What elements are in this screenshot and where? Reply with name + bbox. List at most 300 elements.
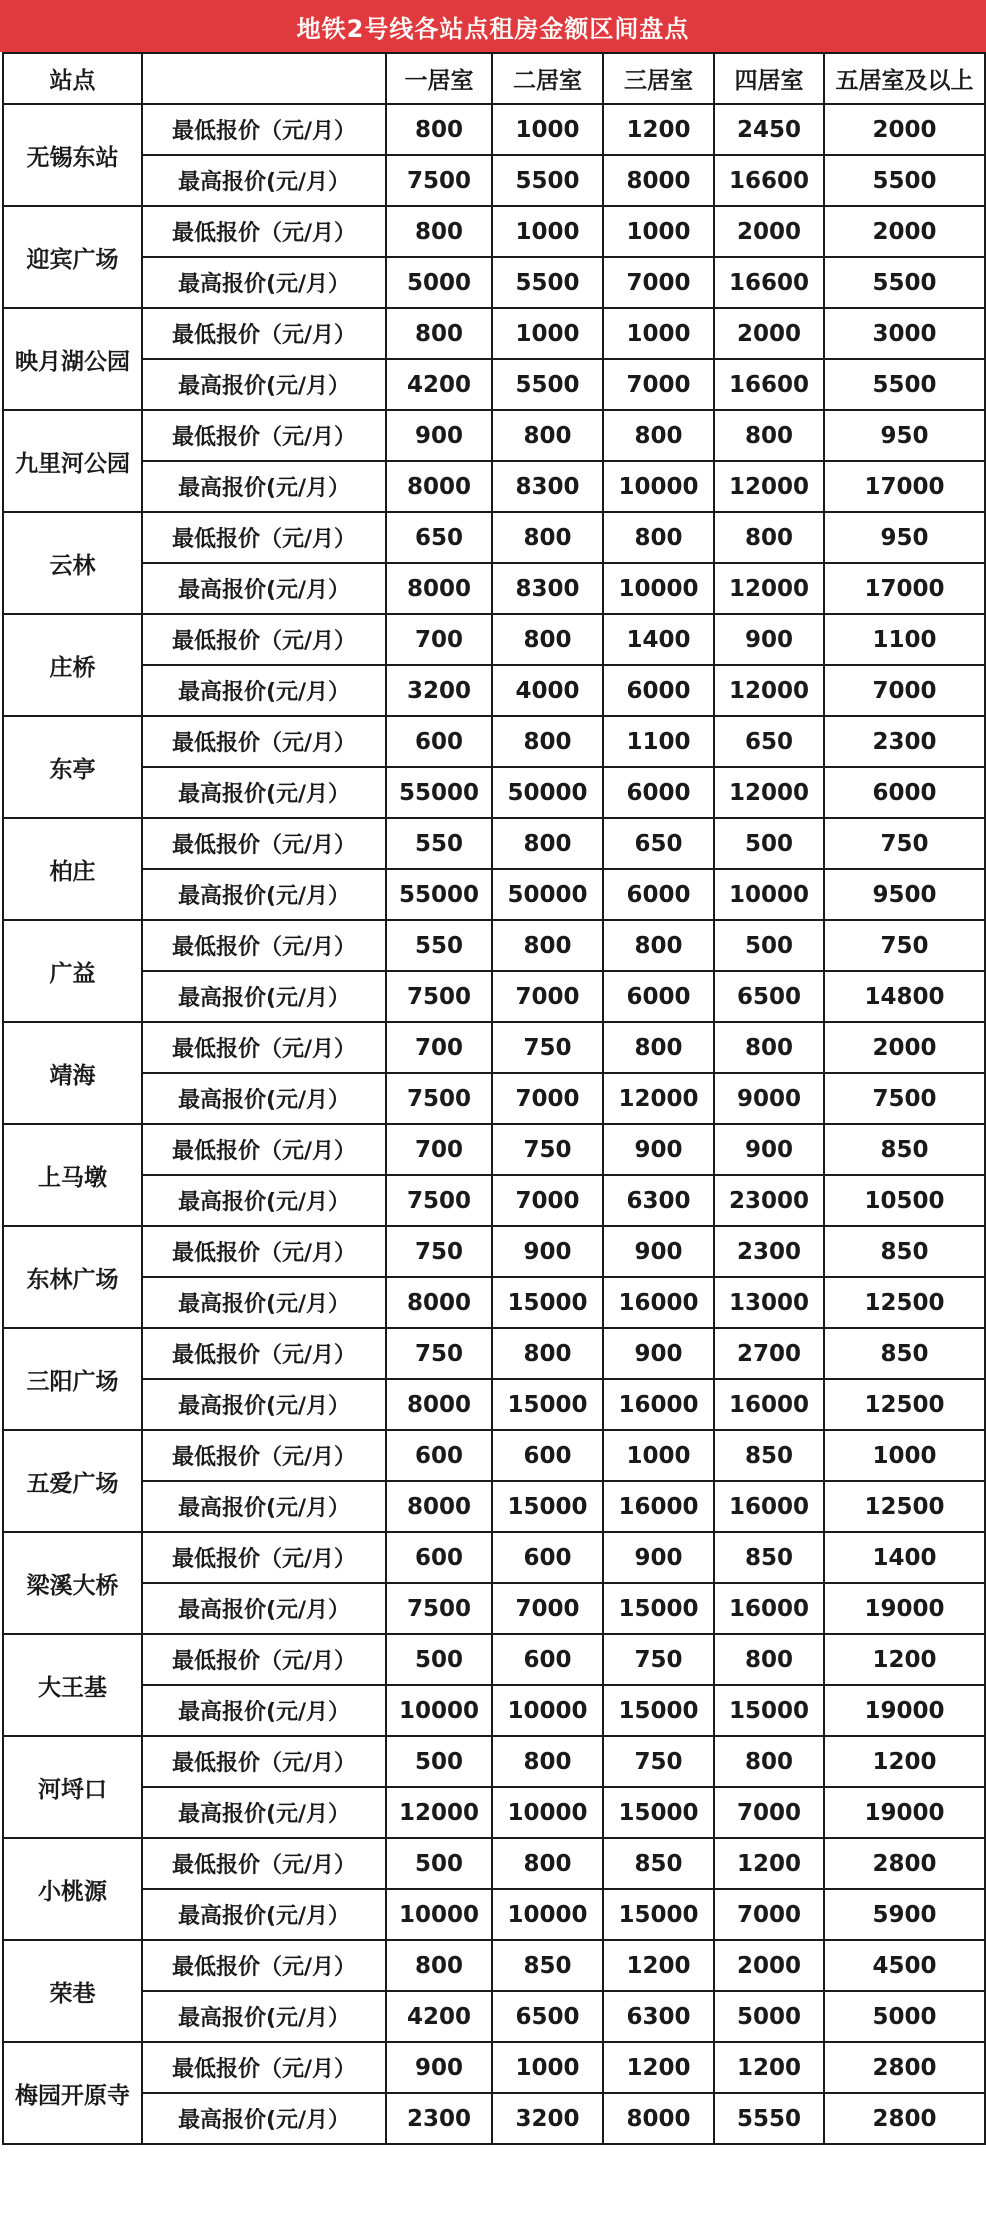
metric-label-high: 最高报价(元/月） [142,461,386,512]
station-name: 上马墩 [3,1124,142,1226]
header-col-5br-plus: 五居室及以上 [824,53,985,104]
price-cell: 750 [386,1226,492,1277]
table-row [3,1175,985,1226]
table-row [3,1685,985,1736]
price-cell: 700 [386,614,492,665]
price-cell: 16000 [603,1277,714,1328]
metric-label-low: 最低报价（元/月） [142,1532,386,1583]
price-cell: 650 [386,512,492,563]
price-cell: 800 [386,1940,492,1991]
station-name: 柏庄 [3,818,142,920]
price-cell: 3200 [386,665,492,716]
price-cell: 7500 [386,971,492,1022]
header-col-4br: 四居室 [714,53,824,104]
price-cell: 9500 [824,869,985,920]
price-cell: 1000 [492,2042,603,2093]
metric-label-low: 最低报价（元/月） [142,206,386,257]
price-cell: 650 [603,818,714,869]
price-cell: 2300 [386,2093,492,2144]
price-cell: 50000 [492,869,603,920]
price-cell: 1200 [603,2042,714,2093]
table-row [3,818,985,869]
price-cell: 5550 [714,2093,824,2144]
price-cell: 12500 [824,1277,985,1328]
price-cell: 1200 [603,104,714,155]
price-cell: 950 [824,410,985,461]
price-cell: 7000 [603,359,714,410]
price-cell: 2000 [824,1022,985,1073]
price-cell: 5500 [824,155,985,206]
price-cell: 700 [386,1022,492,1073]
metric-label-low: 最低报价（元/月） [142,2042,386,2093]
metric-label-low: 最低报价（元/月） [142,410,386,461]
table-row [3,1379,985,1430]
price-cell: 8000 [386,1481,492,1532]
price-cell: 7000 [603,257,714,308]
price-cell: 750 [824,818,985,869]
price-cell: 800 [603,920,714,971]
price-cell: 850 [714,1532,824,1583]
table-row [3,206,985,257]
header-metric [142,53,386,104]
price-cell: 7500 [386,1583,492,1634]
price-cell: 15000 [714,1685,824,1736]
price-cell: 800 [386,308,492,359]
table-row [3,257,985,308]
price-cell: 800 [714,1736,824,1787]
price-cell: 6000 [603,665,714,716]
price-cell: 7000 [714,1889,824,1940]
price-cell: 5500 [492,155,603,206]
table-row [3,563,985,614]
table-row [3,869,985,920]
price-cell: 6300 [603,1175,714,1226]
price-cell: 800 [603,512,714,563]
table-row [3,461,985,512]
station-name: 三阳广场 [3,1328,142,1430]
price-cell: 8000 [386,461,492,512]
price-cell: 15000 [603,1583,714,1634]
metric-label-low: 最低报价（元/月） [142,1226,386,1277]
price-cell: 7000 [492,1583,603,1634]
station-name: 河埒口 [3,1736,142,1838]
price-cell: 800 [492,716,603,767]
metric-label-high: 最高报价(元/月） [142,1889,386,1940]
table-row [3,1277,985,1328]
price-cell: 4200 [386,1991,492,2042]
table-row [3,1583,985,1634]
price-cell: 6300 [603,1991,714,2042]
table-row [3,1328,985,1379]
metric-label-high: 最高报价(元/月） [142,257,386,308]
table-row [3,971,985,1022]
price-cell: 800 [714,1634,824,1685]
rent-range-table [2,52,986,2145]
price-cell: 1100 [603,716,714,767]
price-cell: 850 [824,1328,985,1379]
metric-label-high: 最高报价(元/月） [142,359,386,410]
table-row [3,1124,985,1175]
station-name: 小桃源 [3,1838,142,1940]
price-cell: 12000 [386,1787,492,1838]
price-cell: 800 [603,410,714,461]
price-cell: 3000 [824,308,985,359]
station-name: 映月湖公园 [3,308,142,410]
metric-label-low: 最低报价（元/月） [142,716,386,767]
price-cell: 16000 [714,1379,824,1430]
price-cell: 8000 [603,155,714,206]
price-cell: 7500 [824,1073,985,1124]
metric-label-low: 最低报价（元/月） [142,1328,386,1379]
price-cell: 12500 [824,1481,985,1532]
price-cell: 900 [603,1328,714,1379]
metric-label-low: 最低报价（元/月） [142,1838,386,1889]
table-row [3,104,985,155]
price-cell: 12000 [714,461,824,512]
price-cell: 800 [603,1022,714,1073]
metric-label-high: 最高报价(元/月） [142,971,386,1022]
price-cell: 950 [824,512,985,563]
price-cell: 10000 [386,1685,492,1736]
price-cell: 2000 [824,206,985,257]
price-cell: 7000 [492,1175,603,1226]
station-name: 靖海 [3,1022,142,1124]
metric-label-high: 最高报价(元/月） [142,665,386,716]
metric-label-high: 最高报价(元/月） [142,1175,386,1226]
price-cell: 1400 [824,1532,985,1583]
price-cell: 1000 [492,206,603,257]
metric-label-high: 最高报价(元/月） [142,1073,386,1124]
price-cell: 10000 [492,1685,603,1736]
price-cell: 15000 [492,1277,603,1328]
metric-label-high: 最高报价(元/月） [142,1481,386,1532]
price-cell: 8300 [492,461,603,512]
price-cell: 900 [492,1226,603,1277]
price-cell: 8000 [603,2093,714,2144]
price-cell: 900 [714,1124,824,1175]
price-cell: 750 [824,920,985,971]
price-cell: 2300 [714,1226,824,1277]
price-cell: 7500 [386,1073,492,1124]
metric-label-low: 最低报价（元/月） [142,614,386,665]
price-cell: 6500 [492,1991,603,2042]
station-name: 庄桥 [3,614,142,716]
price-cell: 750 [492,1022,603,1073]
price-cell: 750 [603,1736,714,1787]
price-cell: 10000 [492,1889,603,1940]
header-col-2br: 二居室 [492,53,603,104]
price-cell: 16600 [714,257,824,308]
price-cell: 800 [492,614,603,665]
price-cell: 19000 [824,1787,985,1838]
table-row [3,1991,985,2042]
price-cell: 5500 [824,359,985,410]
price-cell: 750 [603,1634,714,1685]
table-row [3,1430,985,1481]
price-cell: 750 [386,1328,492,1379]
price-cell: 8000 [386,1379,492,1430]
price-cell: 2450 [714,104,824,155]
price-cell: 800 [492,1328,603,1379]
price-cell: 17000 [824,563,985,614]
price-cell: 1200 [824,1634,985,1685]
price-cell: 500 [386,1838,492,1889]
price-cell: 10000 [603,461,714,512]
station-name: 梁溪大桥 [3,1532,142,1634]
price-cell: 800 [492,1736,603,1787]
price-cell: 900 [603,1226,714,1277]
metric-label-low: 最低报价（元/月） [142,308,386,359]
station-name: 梅园开原寺 [3,2042,142,2144]
metric-label-low: 最低报价（元/月） [142,920,386,971]
table-row [3,1634,985,1685]
price-cell: 600 [386,1532,492,1583]
price-cell: 550 [386,920,492,971]
price-cell: 12500 [824,1379,985,1430]
price-cell: 1100 [824,614,985,665]
price-cell: 2000 [714,206,824,257]
price-cell: 15000 [492,1481,603,1532]
table-row [3,308,985,359]
price-cell: 15000 [603,1889,714,1940]
station-name: 大王基 [3,1634,142,1736]
price-cell: 1200 [824,1736,985,1787]
price-cell: 5500 [492,257,603,308]
table-row [3,1940,985,1991]
table-row [3,1532,985,1583]
price-cell: 8000 [386,1277,492,1328]
price-cell: 600 [492,1430,603,1481]
price-cell: 750 [492,1124,603,1175]
price-cell: 6000 [603,869,714,920]
table-row [3,1736,985,1787]
station-name: 迎宾广场 [3,206,142,308]
price-cell: 900 [386,410,492,461]
price-cell: 4500 [824,1940,985,1991]
price-cell: 15000 [492,1379,603,1430]
metric-label-high: 最高报价(元/月） [142,1685,386,1736]
price-cell: 800 [714,1022,824,1073]
station-name: 荣巷 [3,1940,142,2042]
price-cell: 55000 [386,767,492,818]
price-cell: 16000 [603,1481,714,1532]
metric-label-low: 最低报价（元/月） [142,1634,386,1685]
table-body [3,53,985,2144]
price-cell: 5500 [824,257,985,308]
price-cell: 7000 [492,971,603,1022]
price-cell: 10000 [492,1787,603,1838]
price-cell: 7000 [824,665,985,716]
price-cell: 550 [386,818,492,869]
metric-label-high: 最高报价(元/月） [142,1379,386,1430]
price-cell: 1000 [492,104,603,155]
table-row [3,1073,985,1124]
price-cell: 7500 [386,1175,492,1226]
price-cell: 5900 [824,1889,985,1940]
price-cell: 13000 [714,1277,824,1328]
price-cell: 4200 [386,359,492,410]
price-cell: 2700 [714,1328,824,1379]
station-name: 五爱广场 [3,1430,142,1532]
price-cell: 900 [603,1124,714,1175]
metric-label-low: 最低报价（元/月） [142,818,386,869]
header-col-1br: 一居室 [386,53,492,104]
metric-label-high: 最高报价(元/月） [142,1787,386,1838]
price-cell: 16000 [603,1379,714,1430]
price-cell: 1000 [492,308,603,359]
price-cell: 850 [492,1940,603,1991]
metric-label-low: 最低报价（元/月） [142,1022,386,1073]
price-cell: 1000 [603,1430,714,1481]
price-cell: 1200 [603,1940,714,1991]
price-cell: 500 [386,1736,492,1787]
metric-label-high: 最高报价(元/月） [142,155,386,206]
table-row [3,920,985,971]
price-cell: 700 [386,1124,492,1175]
price-cell: 16600 [714,359,824,410]
metric-label-low: 最低报价（元/月） [142,1736,386,1787]
price-cell: 800 [386,104,492,155]
price-cell: 12000 [714,563,824,614]
price-cell: 800 [714,512,824,563]
price-cell: 6000 [603,971,714,1022]
price-cell: 10000 [603,563,714,614]
table-row [3,2093,985,2144]
price-cell: 850 [824,1226,985,1277]
table-row [3,665,985,716]
station-name: 东林广场 [3,1226,142,1328]
price-cell: 850 [603,1838,714,1889]
price-cell: 8300 [492,563,603,614]
price-cell: 12000 [714,665,824,716]
metric-label-low: 最低报价（元/月） [142,1430,386,1481]
price-cell: 16000 [714,1583,824,1634]
table-row [3,359,985,410]
price-cell: 2000 [824,104,985,155]
table-row [3,1889,985,1940]
price-cell: 16600 [714,155,824,206]
price-cell: 500 [386,1634,492,1685]
price-cell: 500 [714,818,824,869]
station-name: 广益 [3,920,142,1022]
price-cell: 2800 [824,2093,985,2144]
price-cell: 12000 [603,1073,714,1124]
price-cell: 6500 [714,971,824,1022]
metric-label-low: 最低报价（元/月） [142,1124,386,1175]
price-cell: 6000 [824,767,985,818]
price-cell: 800 [492,920,603,971]
price-cell: 10000 [714,869,824,920]
price-cell: 900 [714,614,824,665]
price-cell: 2300 [824,716,985,767]
table-row [3,716,985,767]
table-row [3,1022,985,1073]
price-cell: 7500 [386,155,492,206]
price-cell: 50000 [492,767,603,818]
price-cell: 800 [492,410,603,461]
table-row [3,767,985,818]
metric-label-low: 最低报价（元/月） [142,104,386,155]
price-cell: 14800 [824,971,985,1022]
table-row [3,614,985,665]
price-cell: 5500 [492,359,603,410]
price-cell: 900 [386,2042,492,2093]
price-cell: 10500 [824,1175,985,1226]
price-cell: 900 [603,1532,714,1583]
price-cell: 2800 [824,2042,985,2093]
metric-label-high: 最高报价(元/月） [142,563,386,614]
price-cell: 6000 [603,767,714,818]
price-cell: 15000 [603,1787,714,1838]
price-cell: 800 [386,206,492,257]
price-cell: 7000 [714,1787,824,1838]
price-cell: 19000 [824,1583,985,1634]
metric-label-high: 最高报价(元/月） [142,1991,386,2042]
price-cell: 600 [492,1634,603,1685]
metric-label-low: 最低报价（元/月） [142,512,386,563]
table-header-row [3,53,985,104]
price-cell: 23000 [714,1175,824,1226]
price-cell: 2000 [714,308,824,359]
price-cell: 3200 [492,2093,603,2144]
station-name: 无锡东站 [3,104,142,206]
price-cell: 16000 [714,1481,824,1532]
price-cell: 2000 [714,1940,824,1991]
metric-label-high: 最高报价(元/月） [142,767,386,818]
price-cell: 1400 [603,614,714,665]
price-cell: 1000 [824,1430,985,1481]
station-name: 东亭 [3,716,142,818]
metric-label-high: 最高报价(元/月） [142,1277,386,1328]
price-cell: 800 [492,818,603,869]
table-row [3,1226,985,1277]
metric-label-low: 最低报价（元/月） [142,1940,386,1991]
header-station: 站点 [3,53,142,104]
price-cell: 600 [386,1430,492,1481]
price-cell: 2800 [824,1838,985,1889]
price-cell: 1000 [603,206,714,257]
price-cell: 5000 [386,257,492,308]
price-cell: 800 [492,1838,603,1889]
price-cell: 650 [714,716,824,767]
table-row [3,2042,985,2093]
price-cell: 600 [492,1532,603,1583]
table-title: 地铁2号线各站点租房金额区间盘点 [0,0,986,52]
price-cell: 1200 [714,2042,824,2093]
price-cell: 19000 [824,1685,985,1736]
price-cell: 8000 [386,563,492,614]
price-cell: 500 [714,920,824,971]
price-cell: 5000 [714,1991,824,2042]
price-cell: 850 [714,1430,824,1481]
price-cell: 5000 [824,1991,985,2042]
price-cell: 55000 [386,869,492,920]
table-row [3,1838,985,1889]
price-cell: 9000 [714,1073,824,1124]
price-cell: 1000 [603,308,714,359]
table-row [3,512,985,563]
table-row [3,155,985,206]
table-row [3,410,985,461]
metric-label-high: 最高报价(元/月） [142,2093,386,2144]
price-cell: 12000 [714,767,824,818]
table-row [3,1787,985,1838]
price-cell: 800 [492,512,603,563]
header-col-3br: 三居室 [603,53,714,104]
price-cell: 10000 [386,1889,492,1940]
price-cell: 600 [386,716,492,767]
station-name: 九里河公园 [3,410,142,512]
